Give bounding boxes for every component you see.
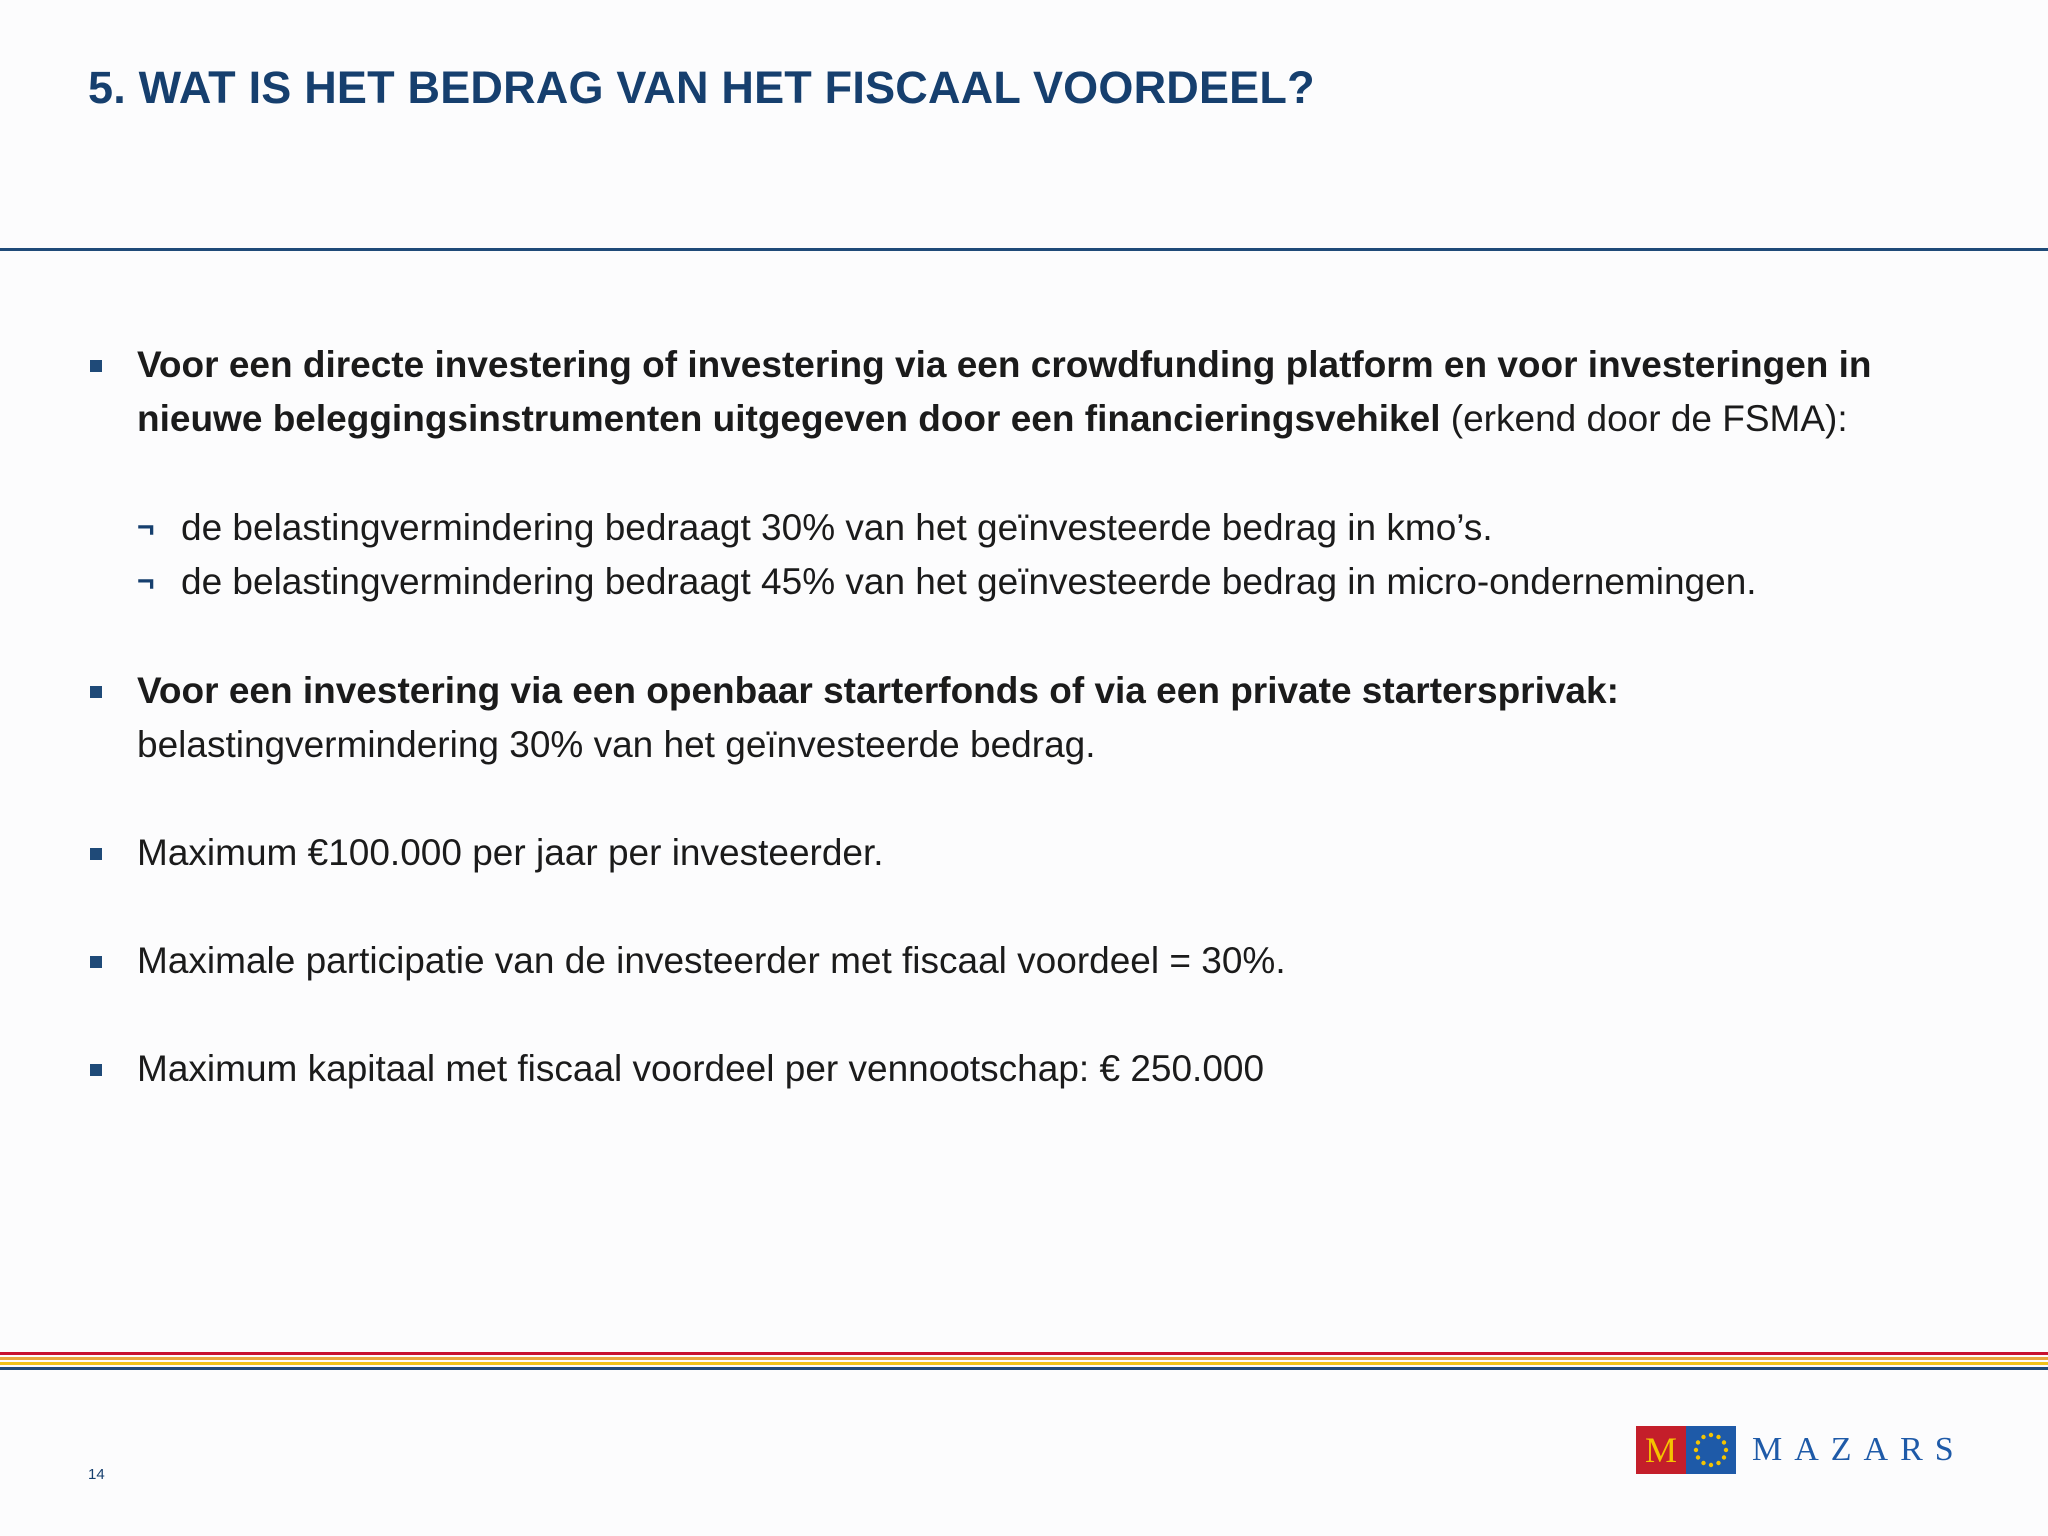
footer-stripe bbox=[0, 1367, 2048, 1370]
footer-stripe bbox=[0, 1362, 2048, 1365]
footer-stripe bbox=[0, 1352, 2048, 1355]
square-bullet-icon bbox=[90, 360, 102, 372]
bullet-item bbox=[88, 826, 1988, 880]
bullet-text: Maximum kapitaal met fiscaal voordeel per vennootschap: € 250.000 bbox=[137, 1048, 1265, 1089]
bullet-item bbox=[88, 664, 1988, 772]
mazars-logo bbox=[1636, 1426, 1966, 1474]
bullet-item bbox=[88, 338, 1988, 446]
page-number: 14 bbox=[88, 1466, 105, 1483]
bullet-text: belastingvermindering 30% van het geïnvesteerde bedrag. bbox=[137, 724, 1096, 765]
bullet-text: (erkend door de FSMA): bbox=[1440, 398, 1848, 439]
bullet-list bbox=[88, 338, 1988, 1096]
square-bullet-icon bbox=[90, 1064, 102, 1076]
sub-list bbox=[137, 501, 1988, 609]
bullet-bold-text: Voor een investering via een openbaar starterfonds of via een private startersprivak: bbox=[137, 670, 1619, 711]
logo-letter: M bbox=[1636, 1426, 1686, 1474]
bullet-text: Maximale participatie van de investeerder met fiscaal voordeel = 30%. bbox=[137, 940, 1286, 981]
negation-bullet-icon: ¬ bbox=[137, 511, 155, 544]
bullet-text: Maximum €100.000 per jaar per investeerder. bbox=[137, 832, 884, 873]
bullet-item bbox=[88, 1042, 1988, 1096]
bullet-bold-text: Voor een directe investering of investering via een crowdfunding platform en voor investeringen in nieuwe beleggingsinstrumenten uitgegeven door een financieringsvehikel bbox=[137, 344, 1872, 439]
square-bullet-icon bbox=[90, 956, 102, 968]
sub-item-text: de belastingvermindering bedraagt 30% van het geïnvesteerde bedrag in kmo’s. bbox=[181, 507, 1493, 548]
sub-item-text: de belastingvermindering bedraagt 45% van het geïnvesteerde bedrag in micro-ondernemingen. bbox=[181, 561, 1757, 602]
sub-item bbox=[137, 555, 1988, 609]
slide-title: 5. WAT IS HET BEDRAG VAN HET FISCAAL VOORDEEL? bbox=[88, 62, 1315, 113]
star-circle-icon bbox=[1686, 1426, 1736, 1474]
bullet-item bbox=[88, 934, 1988, 988]
footer-stripes bbox=[0, 1352, 2048, 1372]
negation-bullet-icon: ¬ bbox=[137, 565, 155, 598]
sub-item bbox=[137, 501, 1988, 555]
square-bullet-icon bbox=[90, 686, 102, 698]
square-bullet-icon bbox=[90, 848, 102, 860]
footer-stripe bbox=[0, 1357, 2048, 1360]
title-divider bbox=[0, 248, 2048, 251]
logo-mark bbox=[1636, 1426, 1736, 1474]
logo-wordmark: MAZARS bbox=[1752, 1431, 1966, 1468]
